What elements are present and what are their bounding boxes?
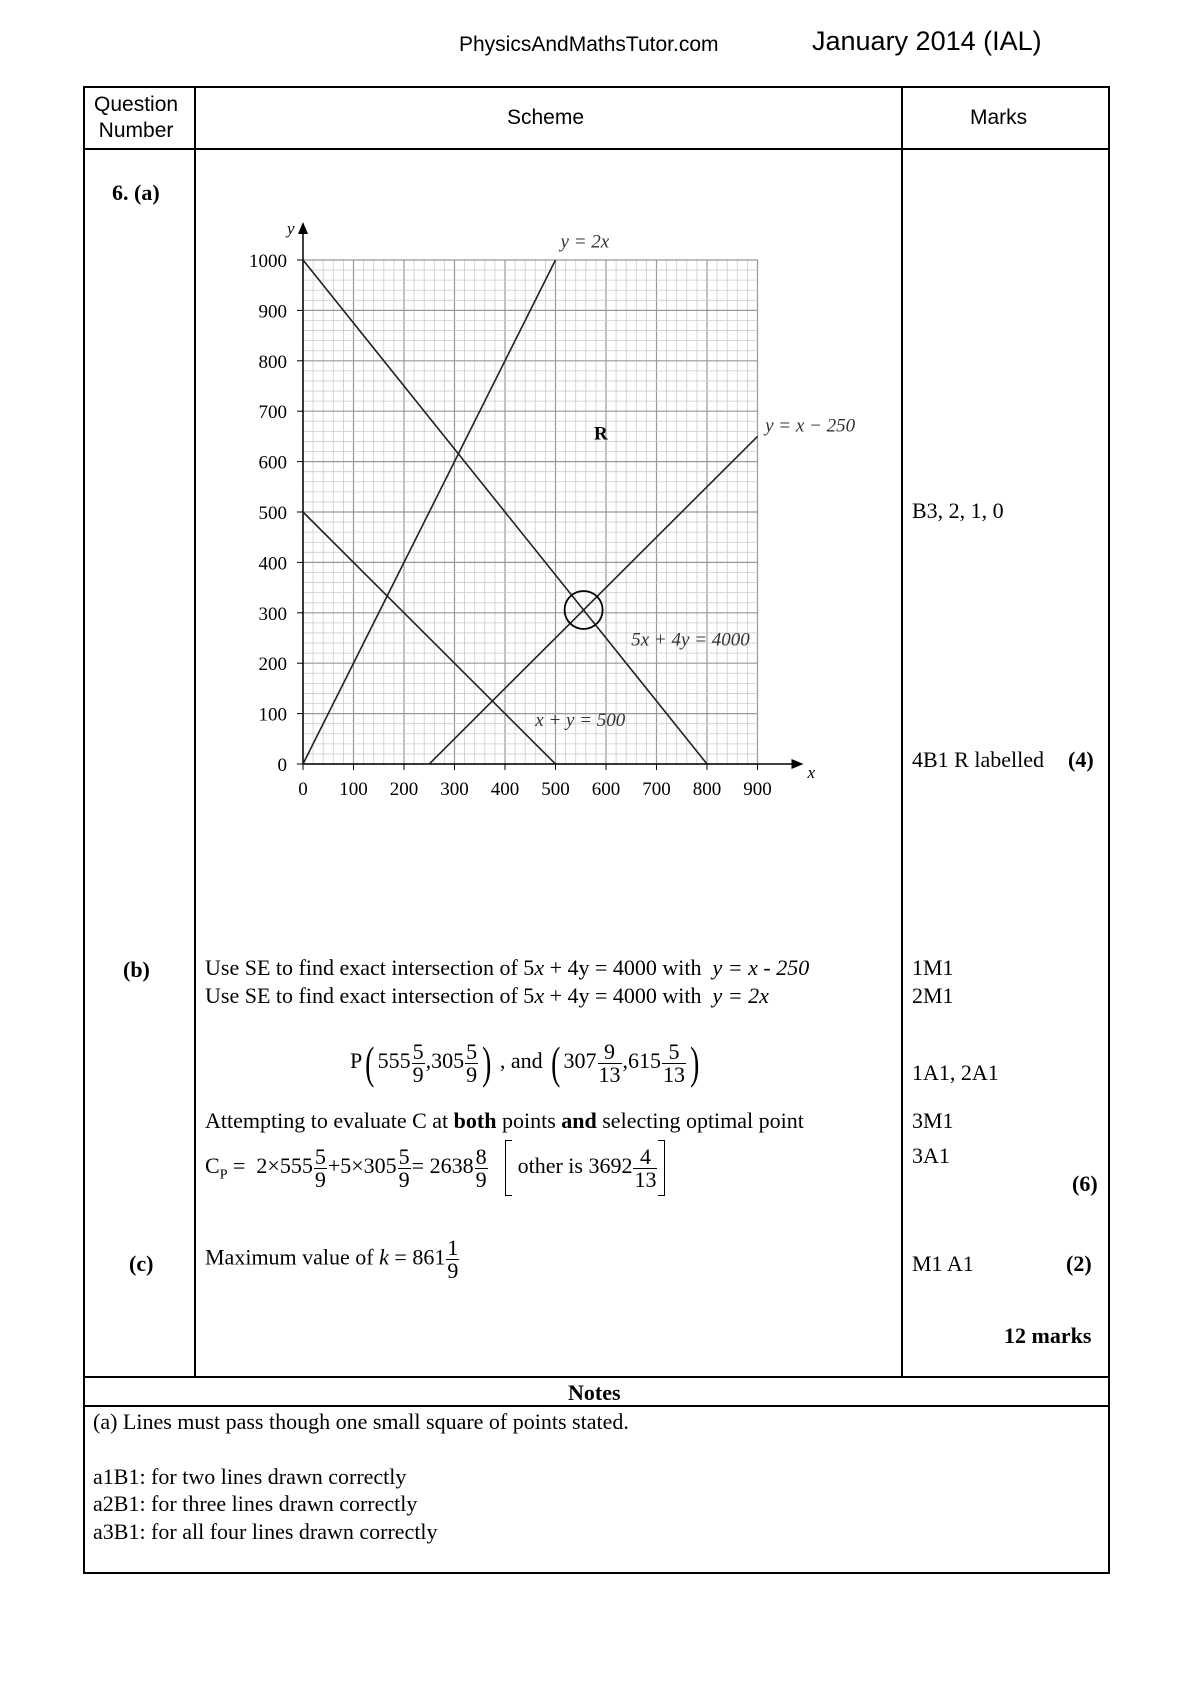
marks-6b-1m1: 1M1 xyxy=(912,955,954,980)
x-tick-label: 600 xyxy=(591,779,621,800)
x-tick-label: 200 xyxy=(389,779,419,800)
x-axis-label: x xyxy=(807,763,816,782)
series-label: y = x − 250 xyxy=(765,415,856,437)
y-tick-label: 400 xyxy=(258,553,287,575)
header-marks: Marks xyxy=(970,106,1028,129)
region-label: R xyxy=(594,423,608,445)
series-label: 5x + 4y = 4000 xyxy=(631,629,750,651)
x-tick-label: 100 xyxy=(339,779,368,800)
scheme-6b-line1: Use SE to find exact intersection of 5x + 4y = 4000 with y = x - 250 xyxy=(205,955,810,980)
y-tick-label: 300 xyxy=(258,603,287,625)
header-scheme: Scheme xyxy=(507,106,585,129)
x-tick-label: 500 xyxy=(541,779,570,800)
y-tick-label: 600 xyxy=(258,452,287,474)
marks-6b-total: (6) xyxy=(1072,1171,1098,1196)
total-marks: 12 marks xyxy=(1004,1323,1092,1348)
marks-6c: M1 A1 xyxy=(912,1251,974,1276)
y-tick-label: 900 xyxy=(258,301,287,323)
y-tick-label: 100 xyxy=(258,704,287,726)
marks-6b-3a1: 3A1 xyxy=(912,1143,950,1168)
question-6b-label: (b) xyxy=(123,957,150,982)
series-label: y = 2x xyxy=(560,231,610,253)
x-tick-label: 400 xyxy=(490,779,520,800)
exam-session: January 2014 (IAL) xyxy=(812,26,1042,56)
intersection-points: P( 555 $\frac{5}{9}$ ,305 $\frac{5}{9}$ ) , and ( 307 $\frac{9}{13}$ ,615 $\frac{5}{13}$ ) xyxy=(350,1037,700,1088)
series-label: x + y = 500 xyxy=(535,710,626,732)
marks-6b-3m1: 3M1 xyxy=(912,1108,954,1133)
note-line: (a) Lines must pass though one small square of points stated. xyxy=(93,1409,629,1434)
question-6c-label: (c) xyxy=(129,1251,154,1276)
x-tick-label: 800 xyxy=(692,779,722,800)
marks-6b-a1: 1A1, 2A1 xyxy=(912,1060,999,1085)
x-tick-label: 0 xyxy=(298,779,308,800)
marks-6a-b3: B3, 2, 1, 0 xyxy=(912,498,1004,523)
y-tick-label: 1000 xyxy=(249,251,287,272)
x-tick-label: 300 xyxy=(440,779,469,800)
marks-6a-4b1: 4B1 R labelled xyxy=(912,747,1044,772)
y-tick-label: 200 xyxy=(258,654,287,676)
header-question-number: Question Number xyxy=(94,93,179,142)
marks-6b-2m1: 2M1 xyxy=(912,983,954,1008)
note-line: a1B1: for two lines drawn correctly xyxy=(93,1464,407,1489)
x-tick-label: 700 xyxy=(642,779,671,800)
scheme-6b-line2: Use SE to find exact intersection of 5x + 4y = 4000 with y = 2x xyxy=(205,983,769,1008)
scheme-6c: Maximum value of k = 861 $\frac{1}{9}$ xyxy=(205,1235,459,1283)
graph-chart xyxy=(0,0,1190,820)
marks-6c-total: (2) xyxy=(1066,1251,1092,1276)
scheme-6b-cp: $C_P = 2\times 555$ $\frac{5}{9}$ +5×305 $\frac{5}{9}$ = 2638 $\frac{8}{9}$ other is 3692 $\frac{4}{13}$ xyxy=(205,1140,665,1196)
site-name: PhysicsAndMathsTutor.com xyxy=(459,33,719,56)
series-line xyxy=(303,512,556,764)
y-axis-arrow-icon xyxy=(298,222,308,234)
y-tick-label: 0 xyxy=(277,755,287,776)
y-tick-label: 800 xyxy=(258,351,287,373)
y-tick-label: 700 xyxy=(258,402,287,424)
notes-title: Notes xyxy=(568,1380,621,1405)
x-tick-label: 900 xyxy=(743,779,772,800)
note-line: a3B1: for all four lines drawn correctly xyxy=(93,1519,438,1544)
x-axis-arrow-icon xyxy=(792,759,804,769)
question-6a-label: 6. (a) xyxy=(112,180,160,205)
y-axis-label: y xyxy=(287,219,295,238)
note-line: a2B1: for three lines drawn correctly xyxy=(93,1491,418,1516)
marks-6a-total: (4) xyxy=(1068,747,1094,772)
y-tick-label: 500 xyxy=(258,503,287,524)
scheme-6b-attempt: Attempting to evaluate C at both points and selecting optimal point xyxy=(205,1108,804,1133)
